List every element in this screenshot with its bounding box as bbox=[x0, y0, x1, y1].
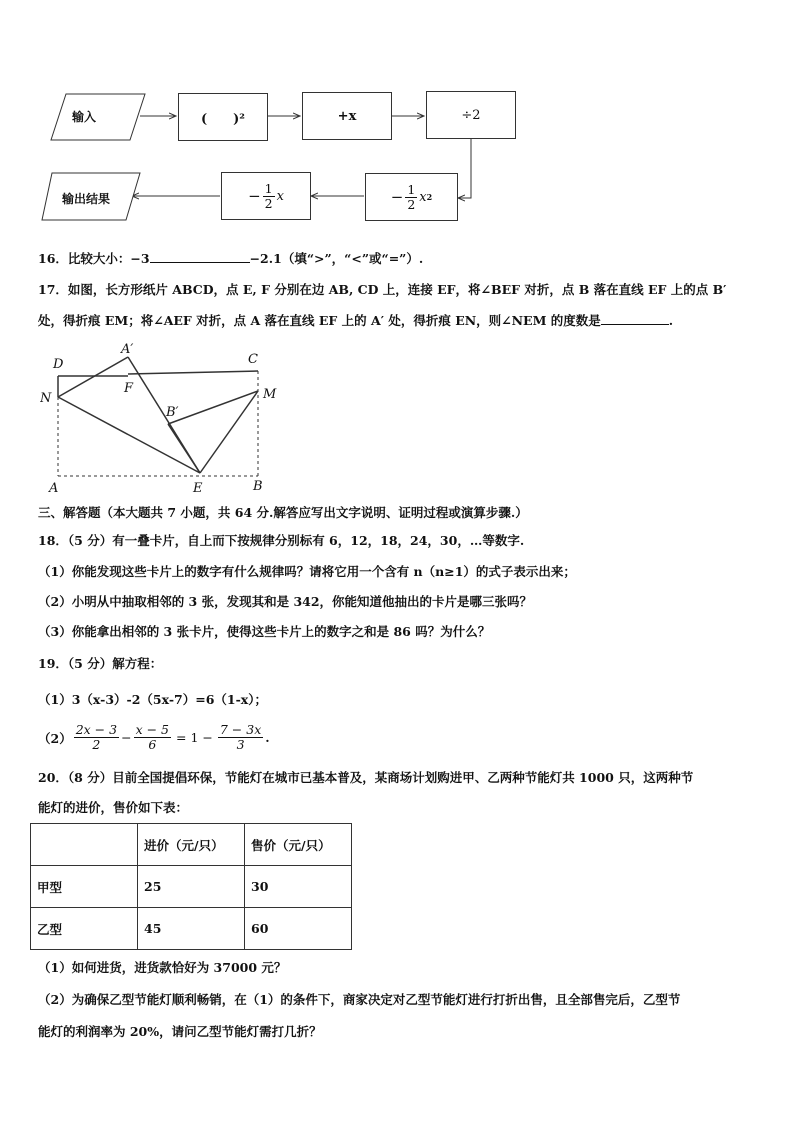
q19-end: . bbox=[265, 730, 270, 745]
flow-square: ( )² bbox=[201, 111, 245, 127]
figure-17 bbox=[40, 340, 290, 500]
flow-input: 输入 bbox=[72, 110, 97, 124]
price-table bbox=[30, 823, 352, 950]
flow-neg-half-x-box: − $\frac{1}{2}$ x bbox=[221, 172, 311, 220]
fig-label-C: C bbox=[248, 352, 258, 367]
q17-line2-a: 处，得折痕 EM；将∠AEF 对折，点 A 落在直线 EF 上的 A′ 处，得折痕 EN，则∠NEM 的度数是 bbox=[38, 313, 601, 328]
fig-label-E: E bbox=[193, 481, 203, 496]
input-parallelogram bbox=[51, 94, 145, 140]
q20-p2a: （2）为确保乙型节能灯顺利畅销，在（1）的条件下，商家决定对乙型节能灯进行打折出售，且全部售完后，乙型节 bbox=[38, 992, 681, 1007]
table-row bbox=[31, 866, 352, 908]
q16-left: −3 bbox=[130, 251, 150, 266]
q17-blank bbox=[601, 324, 669, 325]
q20-p1: （1）如何进货，进货款恰好为 37000 元？ bbox=[38, 960, 287, 975]
q16-right: −2.1 bbox=[249, 251, 282, 266]
q16-num: 16．比较大小： bbox=[38, 251, 131, 266]
flow-add-x: +x bbox=[337, 108, 357, 124]
q20-stem2: 能灯的进价，售价如下表： bbox=[38, 800, 189, 815]
table-cell: 60 bbox=[245, 908, 352, 950]
flow-add-x-box bbox=[302, 92, 392, 140]
q19-p2 bbox=[38, 723, 270, 752]
table-header-cell: 售价（元/只） bbox=[245, 824, 352, 866]
fig-label-A-prime: A′ bbox=[121, 342, 134, 357]
q20-stem1: 20．（8 分）目前全国提倡环保，节能灯在城市已基本普及，某商场计划购进甲、乙两种节能灯共 1000 只，这两种节 bbox=[38, 770, 694, 785]
table-header-cell: 进价（元/只） bbox=[138, 824, 245, 866]
flow-div2: ÷2 bbox=[461, 107, 481, 123]
fig-label-D: D bbox=[53, 357, 64, 372]
flow-square-box bbox=[178, 93, 268, 141]
table-header-row bbox=[31, 824, 352, 866]
q16-hint: （填“>”，“<”或“=”）. bbox=[281, 251, 424, 266]
q19-p2-label: （2） bbox=[38, 730, 72, 746]
table-header-cell bbox=[31, 824, 138, 866]
table-cell: 25 bbox=[138, 866, 245, 908]
flow-div2-box bbox=[426, 91, 516, 139]
fig-label-N: N bbox=[40, 391, 52, 406]
flow-neg-half-x2-box: − $\frac{1}{2}$ x 2 bbox=[365, 173, 458, 221]
table-cell: 甲型 bbox=[31, 866, 138, 908]
table-row bbox=[31, 908, 352, 950]
q19-frac-1: $\frac{2x - 3}{2}$ bbox=[75, 722, 118, 752]
q19-frac-3: $\frac{7 - 3x}{3}$ bbox=[219, 722, 262, 752]
q18-p3: （3）你能拿出相邻的 3 张卡片，使得这些卡片上的数字之和是 86 吗？为什么？ bbox=[38, 624, 491, 639]
q18-p2: （2）小明从中抽取相邻的 3 张，发现其和是 342，你能知道他抽出的卡片是哪三张吗？ bbox=[38, 594, 533, 609]
fig-label-B-prime: B′ bbox=[166, 405, 179, 420]
q19-minus: − bbox=[121, 730, 132, 745]
fig-label-B: B bbox=[253, 479, 263, 494]
fig-label-F: F bbox=[124, 381, 134, 396]
q17-line2 bbox=[38, 313, 673, 329]
q18-p1: （1）你能发现这些卡片上的数字有什么规律吗？请将它用一个含有 n（n≥1）的式子表示出来； bbox=[38, 564, 576, 579]
q16-line bbox=[38, 251, 423, 267]
q19-eq: = 1 − bbox=[176, 730, 213, 745]
q17-line2-b: . bbox=[668, 313, 674, 328]
q18-stem: 18．（5 分）有一叠卡片，自上而下按规律分别标有 6，12，18，24，30，…等数字. bbox=[38, 533, 525, 548]
table-cell: 乙型 bbox=[31, 908, 138, 950]
q19-frac-2: $\frac{x - 5}{6}$ bbox=[135, 722, 170, 752]
q17-line1: 17．如图，长方形纸片 ABCD，点 E, F 分别在边 AB, CD 上，连接 EF，将∠BEF 对折，点 B 落在直线 EF 上的点 B′ bbox=[38, 282, 727, 297]
q20-p2b: 能灯的利润率为 20%，请问乙型节能灯需打几折？ bbox=[38, 1024, 322, 1039]
q19-stem: 19．（5 分）解方程： bbox=[38, 656, 163, 671]
fig-label-M: M bbox=[263, 387, 277, 402]
flow-output: 输出结果 bbox=[62, 192, 111, 206]
q19-p1: （1）3（x-3）-2（5x-7）=6（1-x）； bbox=[38, 692, 267, 707]
fig-label-A: A bbox=[49, 481, 59, 496]
section3-heading: 三、解答题（本大题共 7 小题，共 64 分.解答应写出文字说明、证明过程或演算步骤.） bbox=[38, 505, 528, 520]
q16-blank bbox=[150, 262, 250, 263]
table-cell: 45 bbox=[138, 908, 245, 950]
table-cell: 30 bbox=[245, 866, 352, 908]
